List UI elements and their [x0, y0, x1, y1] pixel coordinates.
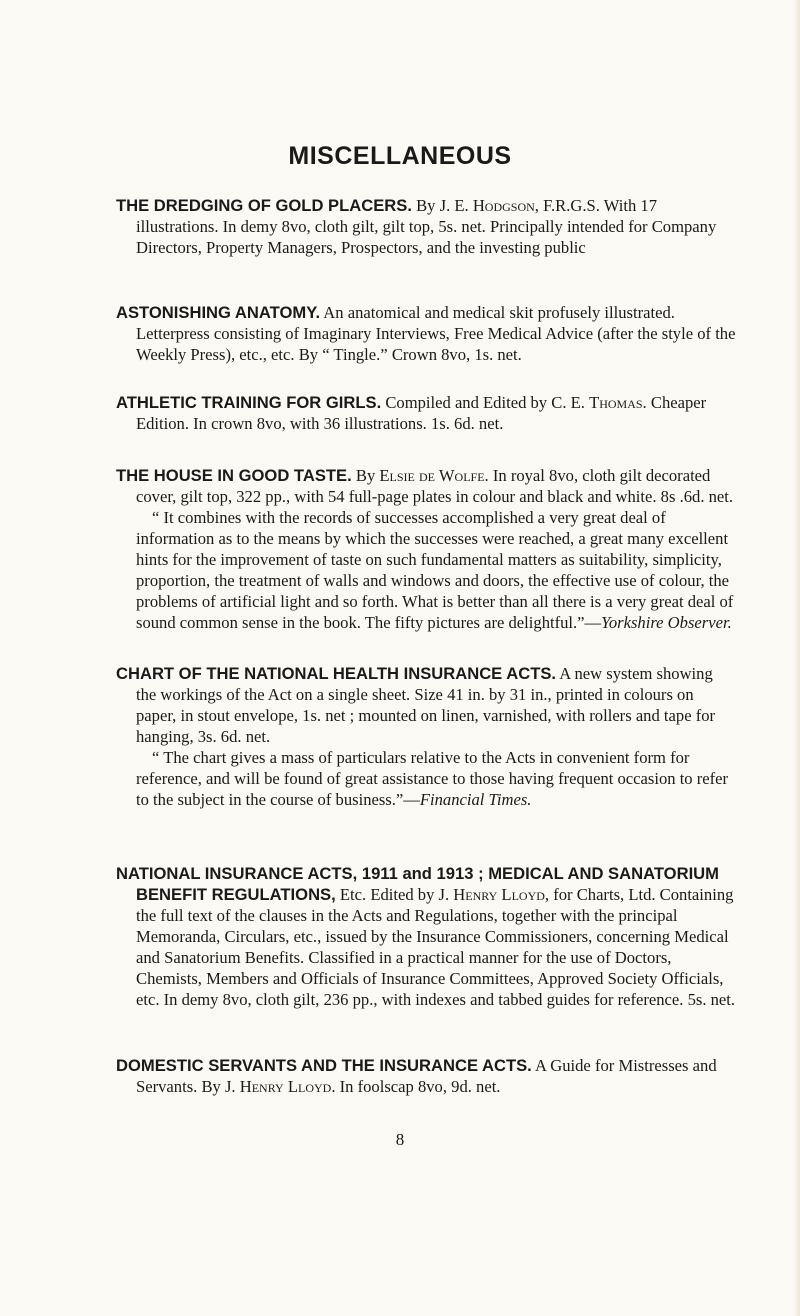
catalogue-entry: [116, 1055, 736, 1097]
catalogue-entry: [116, 392, 736, 434]
catalogue-entry: [116, 863, 736, 1010]
entry-body: An anatomical and medical skit profusely illustrated. Letterpress consisting of Imaginary Interviews, Free Medical Advice (after the style of the Weekly Press), etc., etc. By “ Tingle.” Crown 8vo, 1s. net.: [136, 303, 736, 364]
quote-text: “ It combines with the records of successes accomplished a very great deal of information as to the means by which the successes were reached, a great many excellent hints for the improvement of taste on such fundamental matters as suitability, simplicity, proportion, the treatment of walls and windows and doors, the effective use of colour, the problems of artificial light and so forth. What is better than all there is a very great deal of sound common sense in the book. The fifty pictures are delightful.”—: [136, 508, 734, 632]
catalogue-entry: [116, 302, 736, 365]
entry-title: ATHLETIC TRAINING FOR GIRLS.: [116, 393, 382, 412]
entry-body: A new system showing the workings of the Act on a single sheet. Size 41 in. by 31 in., printed in colours on paper, in stout envelope, 1s. net ; mounted on linen, varnished, with rollers and tape for hanging, 3s. 6d. net.: [136, 664, 716, 746]
quote-text: “ The chart gives a mass of particulars relative to the Acts in convenient form for reference, and will be found of great assistance to those having frequent occasion to refer to the subject in the course of business.”—: [136, 748, 729, 809]
entry-body-prefix: Etc. Edited by J.: [339, 885, 450, 904]
entry-author-prefix: By: [355, 466, 376, 485]
catalogue-entry: [116, 195, 736, 258]
review-quote: [116, 507, 736, 633]
entry-body: In foolscap 8vo, 9d. net.: [339, 1077, 501, 1096]
entry-title: THE DREDGING OF GOLD PLACERS.: [116, 196, 412, 215]
entry-body: Cheaper Edition. In crown 8vo, with 36 illustrations. 1s. 6d. net.: [136, 393, 707, 433]
page-edge-shadow: [794, 0, 800, 1316]
entry-title: CHART OF THE NATIONAL HEALTH INSURANCE ACTS.: [116, 664, 557, 683]
entry-author: Henry Lloyd.: [239, 1077, 336, 1096]
entry-author: Elsie de Wolfe.: [379, 466, 489, 485]
entry-body-prefix: A Guide for Mistresses and Servants. By J.: [136, 1056, 717, 1096]
quote-source: Yorkshire Observer.: [601, 613, 732, 632]
entry-body: F.R.G.S. With 17 illustrations. In demy 8vo, cloth gilt, gilt top, 5s. net. Principally intended for Company Directors, Property Managers, Prospectors, and the investing public: [136, 196, 717, 257]
entry-title: NATIONAL INSURANCE ACTS, 1911 and 1913 ; MEDICAL AND SANATORIUM BENEFIT REGULATIONS,: [116, 864, 719, 904]
entry-title: THE HOUSE IN GOOD TASTE.: [116, 466, 352, 485]
entry-author-prefix: By J. E.: [416, 196, 469, 215]
entry-author: Thomas.: [589, 393, 647, 412]
page-heading: MISCELLANEOUS: [288, 142, 512, 170]
catalogue-entry: [116, 465, 736, 633]
entry-author: Henry Lloyd,: [453, 885, 550, 904]
entry-author: Hodgson,: [472, 196, 539, 215]
review-quote: [116, 747, 736, 810]
page-number: 8: [395, 1130, 405, 1149]
entry-title: ASTONISHING ANATOMY.: [116, 303, 321, 322]
entry-body: for Charts, Ltd. Containing the full text of the clauses in the Acts and Regulations, together with the principal Memoranda, Circulars, etc., issued by the Insurance Commissioners, concerning Medical and Sanatorium Benefits. Classified in a practical manner for the use of Doctors, Chemists, Members and Officials of Insurance Committees, Approved Society Officials, etc. In demy 8vo, cloth gilt, 236 pp., with indexes and tabbed guides for reference. 5s. net.: [136, 885, 736, 1009]
quote-source: Financial Times.: [419, 790, 532, 809]
entry-body-prefix: Compiled and Edited by C. E.: [385, 393, 585, 412]
entry-body: In royal 8vo, cloth gilt decorated cover, gilt top, 322 pp., with 54 full-page plates in colour and black and white. 8s .6d. net.: [136, 466, 734, 506]
catalogue-entry: [116, 663, 736, 810]
entry-title: DOMESTIC SERVANTS AND THE INSURANCE ACTS.: [116, 1056, 532, 1075]
